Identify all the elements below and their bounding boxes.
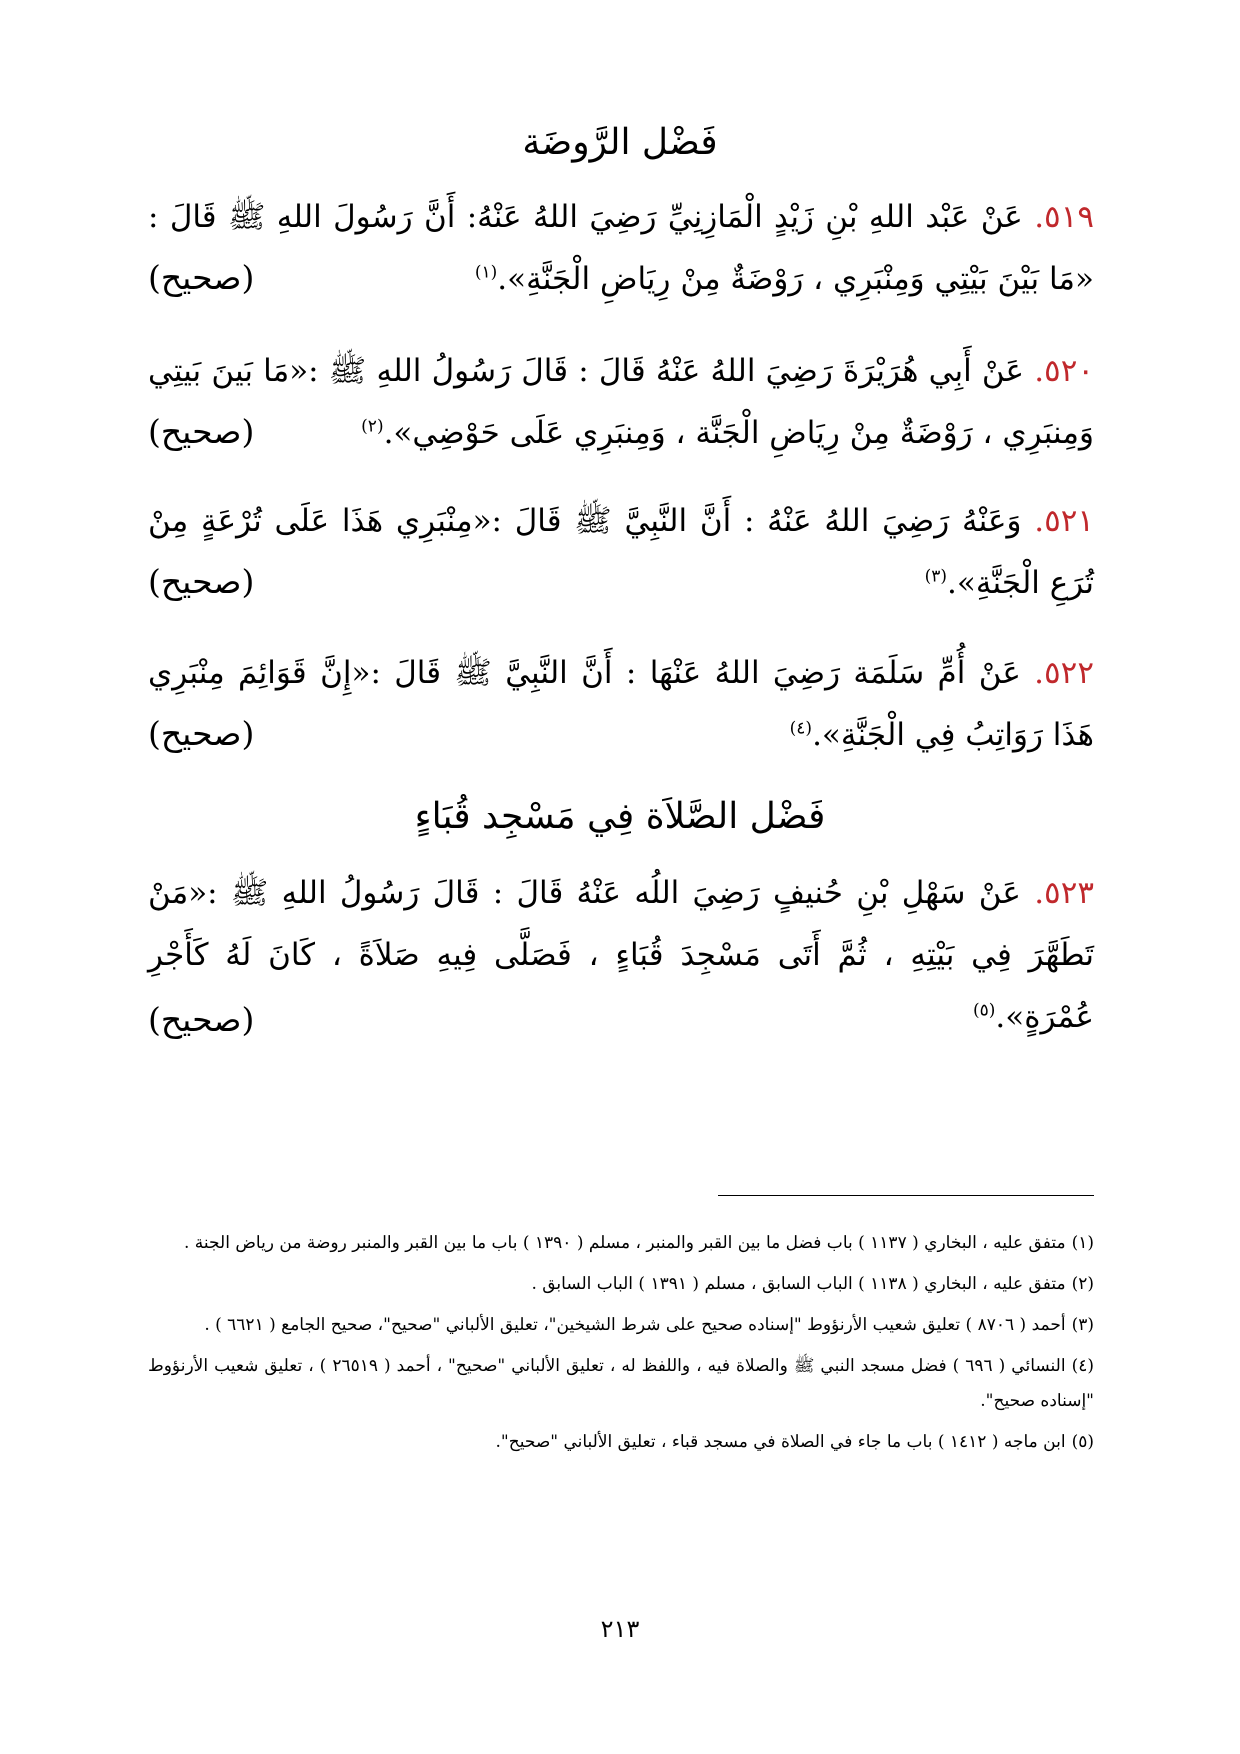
footnote-text: متفق عليه ، البخاري ( ١١٣٧ ) باب فضل ما بين القبر والمنبر ، مسلم ( ١٣٩٠ ) باب ما بين القبر والمنبر روضة من رياض الجنة . — [184, 1233, 1066, 1253]
hadith-523 — [148, 862, 1094, 1048]
footnote-5 — [148, 1425, 1094, 1460]
hadith-522 — [148, 642, 1094, 766]
footnote-text: النسائي ( ٦٩٦ ) فضل مسجد النبي ﷺ والصلاة فيه ، واللفظ له ، تعليق الألباني "صحيح" ، أحمد ( ٢٦٥١٩ ) ، تعليق شعيب الأرنؤوط "إسناده صحيح". — [148, 1356, 1094, 1411]
footnote-4 — [148, 1349, 1094, 1419]
grade-label: (صحيح) — [148, 1000, 255, 1039]
footnote-ref[interactable]: (٥) — [972, 1000, 996, 1021]
footnote-text: ابن ماجه ( ١٤١٢ ) باب ما جاء في الصلاة في مسجد قباء ، تعليق الألباني "صحيح". — [495, 1432, 1066, 1452]
footnote-ref[interactable]: (٤) — [789, 718, 813, 739]
footnote-ref[interactable]: (٣) — [924, 566, 948, 587]
footnote-text: متفق عليه ، البخاري ( ١١٣٨ ) الباب السابق ، مسلم ( ١٣٩١ ) الباب السابق . — [531, 1274, 1066, 1294]
page-number: ٢١٣ — [600, 1615, 640, 1643]
footnote-number: (٥) — [1071, 1432, 1094, 1452]
hadith-text: عَنْ أَبِي هُرَيْرَةَ رَضِيَ اللهُ عَنْهُ قَالَ : قَالَ رَسُولُ اللهِ ﷺ :«مَا بَينَ بَيتِي وَمِنبَرِي ، رَوْضَةٌ مِنْ رِيَاضِ الْجَنَّة ، وَمِنبَرِي عَلَى حَوْضِي». — [148, 353, 1094, 451]
hadith-text: عَنْ عَبْد اللهِ بْنِ زَيْدٍ الْمَازِنِيِّ رَضِيَ اللهُ عَنْهُ: أَنَّ رَسُولَ اللهِ ﷺ قَالَ : «مَا بَيْنَ بَيْتِي وَمِنْبَرِي ، رَوْضَةٌ مِنْ رِيَاضِ الْجَنَّةِ». — [148, 199, 1094, 297]
hadith-number: ٥٢٠. — [1034, 353, 1094, 389]
hadith-521 — [148, 490, 1094, 614]
grade-label: (صحيح) — [148, 412, 255, 451]
hadith-number: ٥٢١. — [1034, 503, 1095, 539]
footnote-2 — [148, 1267, 1094, 1302]
hadith-text: عَنْ أُمِّ سَلَمَة رَضِيَ اللهُ عَنْهَا : أَنَّ النَّبِيَّ ﷺ قَالَ :«إِنَّ قَوَائِمَ مِنْبَرِي هَذَا رَوَاتِبُ فِي الْجَنَّةِ». — [148, 655, 1094, 753]
section-title-quba: فَضْل الصَّلاَة فِي مَسْجِد قُبَاءٍ — [414, 796, 826, 837]
footnote-separator — [718, 1195, 1094, 1196]
hadith-520 — [148, 340, 1094, 464]
section-title-rawda: فَضْل الرَّوضَة — [522, 122, 718, 163]
hadith-number: ٥١٩. — [1034, 199, 1094, 235]
grade-label: (صحيح) — [148, 258, 255, 297]
footnote-ref[interactable]: (١) — [474, 262, 498, 283]
footnotes — [148, 1226, 1094, 1466]
footnote-text: أحمد ( ٨٧٠٦ ) تعليق شعيب الأرنؤوط "إسناده صحيح على شرط الشيخين"، تعليق الألباني "صحيح"، صحيح الجامع ( ٦٦٢١ ) . — [204, 1315, 1066, 1335]
footnote-1 — [148, 1226, 1094, 1261]
hadith-number: ٥٢٣. — [1034, 875, 1094, 911]
footnote-number: (١) — [1071, 1233, 1094, 1253]
hadith-number: ٥٢٢. — [1034, 655, 1094, 691]
footnote-number: (٢) — [1071, 1274, 1094, 1294]
hadith-519 — [148, 186, 1094, 310]
footnote-3 — [148, 1308, 1094, 1343]
footnote-number: (٣) — [1071, 1315, 1094, 1335]
hadith-text: عَنْ سَهْلِ بْنِ حُنيفٍ رَضِيَ اللُه عَنْهُ قَالَ : قَالَ رَسُولُ اللهِ ﷺ :«مَنْ تَطَهَّرَ فِي بَيْتِهِ ، ثُمَّ أَتَى مَسْجِدَ قُبَاءٍ ، فَصَلَّى فِيهِ صَلاَةً ، كَانَ لَهُ كَأَجْرِ عُمْرَةٍ». — [148, 875, 1094, 1035]
grade-label: (صحيح) — [148, 714, 255, 753]
hadith-text: وَعَنْهُ رَضِيَ اللهُ عَنْهُ : أَنَّ النَّبِيَّ ﷺ قَالَ :«مِنْبَرِي هَذَا عَلَى تُرْعَةٍ مِنْ تُرَعِ الْجَنَّةِ». — [148, 503, 1094, 601]
footnote-number: (٤) — [1071, 1356, 1094, 1376]
grade-label: (صحيح) — [148, 562, 255, 601]
footnote-ref[interactable]: (٢) — [361, 416, 384, 437]
